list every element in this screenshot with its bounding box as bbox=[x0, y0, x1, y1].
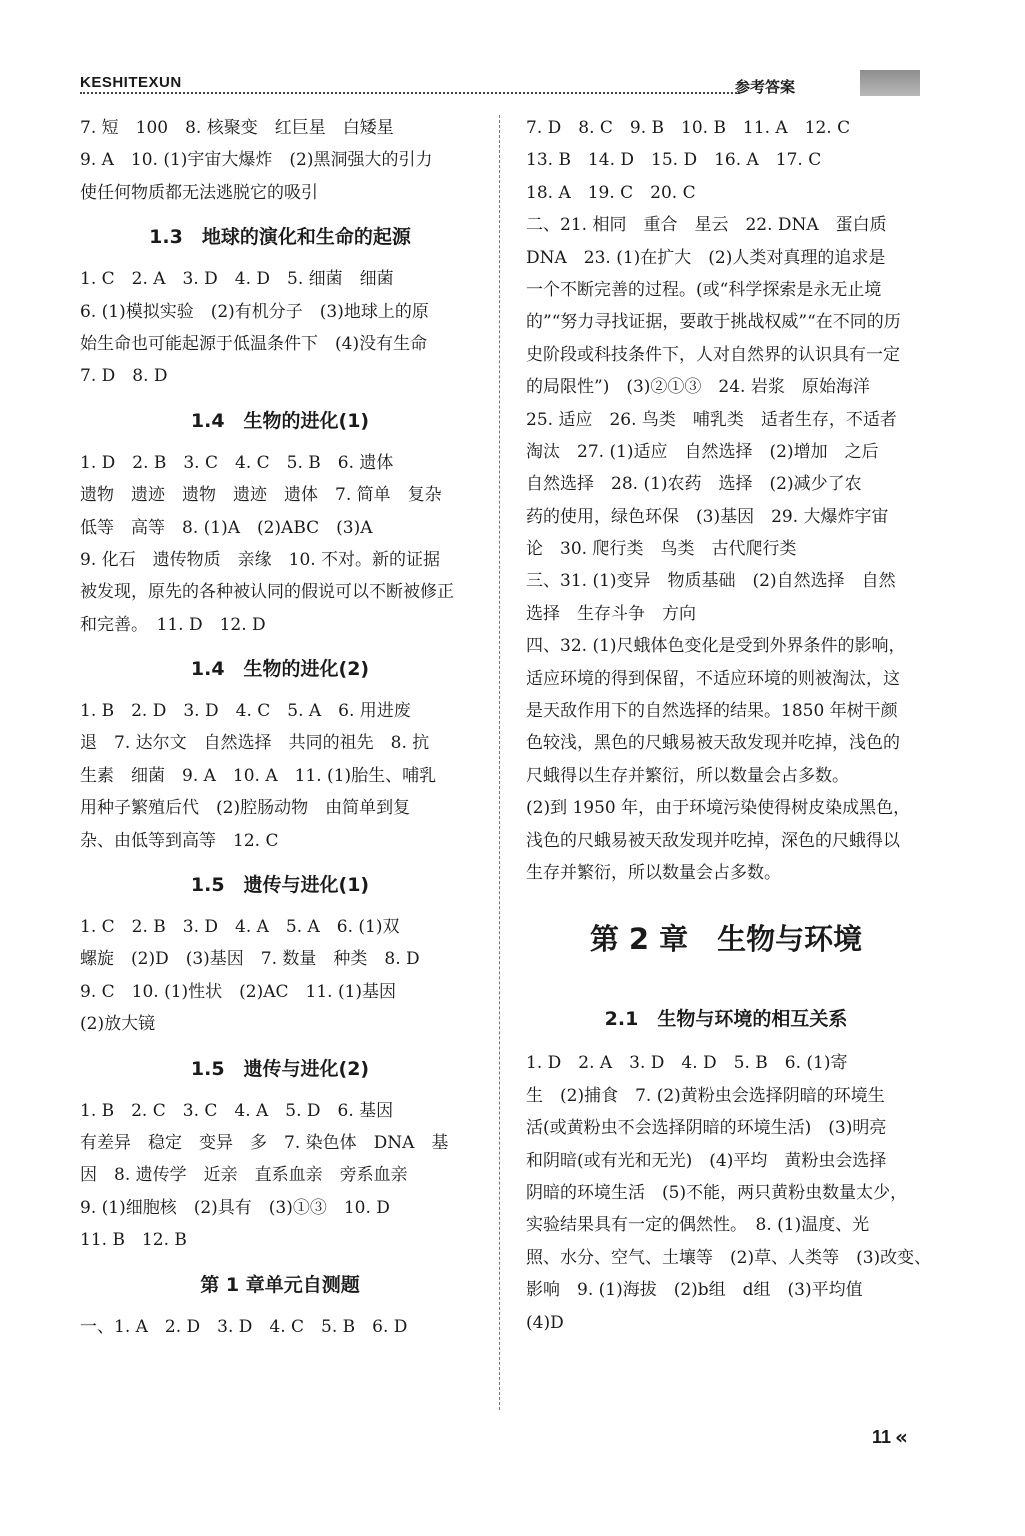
answer-line: 25. 适应 26. 鸟类 哺乳类 适者生存，不适者 bbox=[526, 409, 897, 430]
section-title: 1.3 地球的演化和生命的起源 bbox=[149, 226, 411, 249]
header-title: 参考答案 bbox=[735, 78, 796, 96]
answer-line: 淘汰 27. (1)适应 自然选择 (2)增加 之后 bbox=[526, 441, 879, 462]
answer-line: 7. D 8. D bbox=[80, 366, 168, 387]
right-column bbox=[526, 112, 932, 1339]
answer-line: 选择 生存斗争 方向 bbox=[526, 603, 696, 624]
answer-line: 退 7. 达尔文 自然选择 共同的祖先 8. 抗 bbox=[80, 733, 430, 754]
answer-line: 1. B 2. D 3. D 4. C 5. A 6. 用进废 bbox=[80, 701, 411, 722]
answer-line: DNA 23. (1)在扩大 (2)人类对真理的追求是 bbox=[526, 247, 886, 268]
answer-line: 的”“努力寻找证据，要敢于挑战权威”“在不同的历 bbox=[526, 312, 901, 333]
answer-line: 照、水分、空气、土壤等 (2)草、人类等 (3)改变、 bbox=[526, 1247, 932, 1268]
answer-line: 9. A 10. (1)宇宙大爆炸 (2)黑洞强大的引力 bbox=[80, 150, 433, 171]
brand-label: KESHITEXUN bbox=[80, 74, 182, 91]
double-chevron-left-icon: « bbox=[895, 1425, 908, 1449]
answer-line: 1. C 2. A 3. D 4. D 5. 细菌 细菌 bbox=[80, 269, 394, 290]
answer-line: 因 8. 遗传学 近亲 直系血亲 旁系血亲 bbox=[80, 1165, 408, 1186]
answer-line: 自然选择 28. (1)农药 选择 (2)减少了农 bbox=[526, 474, 862, 495]
answer-line: 螺旋 (2)D (3)基因 7. 数量 种类 8. D bbox=[80, 949, 420, 970]
answer-line: 一、1. A 2. D 3. D 4. C 5. B 6. D bbox=[80, 1316, 408, 1337]
answer-line: 18. A 19. C 20. C bbox=[526, 182, 696, 203]
page-header bbox=[80, 70, 920, 102]
answer-line: 论 30. 爬行类 鸟类 古代爬行类 bbox=[526, 539, 797, 560]
answer-line: 6. (1)模拟实验 (2)有机分子 (3)地球上的原 bbox=[80, 301, 429, 322]
answer-line: 使任何物质都无法逃脱它的吸引 bbox=[80, 182, 318, 203]
answer-line: 被发现，原先的各种被认同的假说可以不断被修正 bbox=[80, 582, 454, 603]
answer-line: 浅色的尺蛾易被天敌发现并吃掉，深色的尺蛾得以 bbox=[526, 830, 900, 851]
left-column bbox=[80, 112, 480, 1343]
answer-line: (2)到 1950 年，由于环境污染使得树皮染成黑色， bbox=[526, 798, 911, 819]
answer-line: 是天敌作用下的自然选择的结果。1850 年树干颜 bbox=[526, 701, 898, 722]
answer-line: 和阴暗(或有光和无光) (4)平均 黄粉虫会选择 bbox=[526, 1150, 887, 1171]
chapter-title: 第 2 章 生物与环境 bbox=[589, 922, 863, 957]
section-title: 1.5 遗传与进化(1) bbox=[190, 874, 370, 897]
answer-line: 11. B 12. B bbox=[80, 1230, 187, 1251]
answer-line: 9. 化石 遗传物质 亲缘 10. 不对。新的证据 bbox=[80, 549, 441, 570]
answer-line: 生存并繁衍，所以数量会占多数。 bbox=[526, 862, 781, 883]
answer-line: 9. C 10. (1)性状 (2)AC 11. (1)基因 bbox=[80, 981, 397, 1002]
answer-line: 用种子繁殖后代 (2)腔肠动物 由简单到复 bbox=[80, 798, 411, 819]
answer-line: 三、31. (1)变异 物质基础 (2)自然选择 自然 bbox=[526, 571, 896, 592]
answer-line: (2)放大镜 bbox=[80, 1014, 156, 1035]
answer-line: 1. C 2. B 3. D 4. A 5. A 6. (1)双 bbox=[80, 917, 400, 938]
page-number: 11 bbox=[872, 1427, 892, 1447]
answer-line: 史阶段或科技条件下，人对自然界的认识具有一定 bbox=[526, 344, 900, 365]
answer-line: 杂、由低等到高等 12. C bbox=[80, 830, 279, 851]
answer-line: 四、32. (1)尺蛾体色变化是受到外界条件的影响， bbox=[526, 636, 906, 657]
answer-line: 1. D 2. B 3. C 4. C 5. B 6. 遗体 bbox=[80, 452, 394, 473]
answer-line: 13. B 14. D 15. D 16. A 17. C bbox=[526, 150, 822, 171]
answer-line: 1. B 2. C 3. C 4. A 5. D 6. 基因 bbox=[80, 1100, 394, 1121]
section-title: 2.1 生物与环境的相互关系 bbox=[604, 1008, 848, 1031]
answer-line: 尺蛾得以生存并繁衍，所以数量会占多数。 bbox=[526, 765, 849, 786]
answer-line: 始生命也可能起源于低温条件下 (4)没有生命 bbox=[80, 333, 428, 354]
answer-line: 实验结果具有一定的偶然性。 8. (1)温度、光 bbox=[526, 1215, 870, 1236]
header-dotted-rule bbox=[80, 92, 740, 94]
answer-line: 一个不断完善的过程。(或“科学探索是永无止境 bbox=[526, 279, 882, 300]
answer-line: 7. D 8. C 9. B 10. B 11. A 12. C bbox=[526, 118, 851, 138]
answer-line: 色较浅，黑色的尺蛾易被天敌发现并吃掉，浅色的 bbox=[526, 733, 900, 754]
section-title: 1.4 生物的进化(2) bbox=[190, 658, 370, 681]
answer-line: 1. D 2. A 3. D 4. D 5. B 6. (1)寄 bbox=[526, 1053, 848, 1074]
answer-line: 生 (2)捕食 7. (2)黄粉虫会选择阴暗的环境生 bbox=[526, 1085, 885, 1106]
answer-line: 生素 细菌 9. A 10. A 11. (1)胎生、哺乳 bbox=[80, 765, 437, 786]
header-gray-tab bbox=[860, 70, 920, 96]
answer-line: 影响 9. (1)海拔 (2)b组 d组 (3)平均值 bbox=[526, 1280, 863, 1301]
answer-line: 二、21. 相同 重合 星云 22. DNA 蛋白质 bbox=[526, 215, 887, 236]
answer-line: 7. 短 100 8. 核聚变 红巨星 白矮星 bbox=[80, 118, 394, 138]
answer-line: 活(或黄粉虫不会选择阴暗的环境生活) (3)明亮 bbox=[526, 1118, 887, 1139]
answer-line: 的局限性”) (3)②①③ 24. 岩浆 原始海洋 bbox=[526, 377, 870, 398]
answer-line: 9. (1)细胞核 (2)具有 (3)①③ 10. D bbox=[80, 1197, 390, 1218]
answer-line: 遗物 遗迹 遗物 遗迹 遗体 7. 简单 复杂 bbox=[80, 485, 442, 506]
section-title: 1.4 生物的进化(1) bbox=[190, 409, 370, 432]
answer-line: 适应环境的得到保留，不适应环境的则被淘汰，这 bbox=[526, 668, 900, 689]
answer-line: 低等 高等 8. (1)A (2)ABC (3)A bbox=[80, 517, 373, 538]
answer-line: 有差异 稳定 变异 多 7. 染色体 DNA 基 bbox=[80, 1132, 449, 1153]
answer-line: 药的使用，绿色环保 (3)基因 29. 大爆炸宇宙 bbox=[526, 506, 889, 527]
answer-line: 和完善。 11. D 12. D bbox=[80, 614, 266, 635]
answer-line: (4)D bbox=[526, 1312, 564, 1333]
section-title: 第 1 章单元自测题 bbox=[200, 1273, 360, 1296]
section-title: 1.5 遗传与进化(2) bbox=[190, 1057, 370, 1080]
answer-line: 阴暗的环境生活 (5)不能，两只黄粉虫数量太少， bbox=[526, 1182, 908, 1203]
column-divider bbox=[499, 115, 500, 1410]
